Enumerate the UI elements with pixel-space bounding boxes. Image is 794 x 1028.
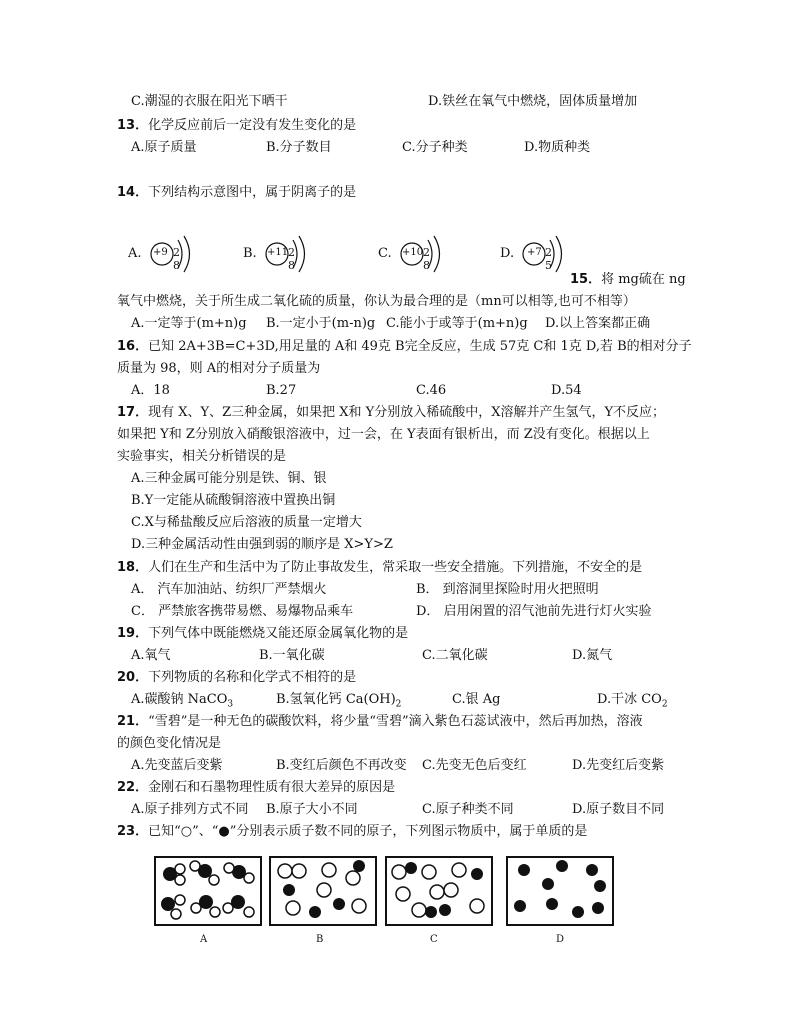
question-number: 23． [117, 824, 149, 839]
q21-option-a: A.先变蓝后变紫 [131, 758, 223, 773]
q13-option-c: C.分子种类 [402, 140, 468, 155]
question-number: 15． [570, 272, 602, 287]
q20-option-d: D.干冰 $CO_2$ [597, 692, 668, 710]
electron-shells: 2 8 [423, 246, 429, 272]
q18-option-b: B． 到溶洞里探险时用火把照明 [416, 582, 599, 597]
q12-option-c: C.潮湿的衣服在阳光下晒干 [131, 94, 288, 109]
q12-option-d: D.铁丝在氧气中燃烧，固体质量增加 [428, 94, 638, 109]
particle-box-c [385, 856, 493, 926]
q22-option-b: B.原子大小不同 [266, 802, 358, 817]
q17-option-c: C.X与稀盐酸反应后溶液的质量一定增大 [131, 515, 362, 530]
q21-stem-line2: 的颜色变化情况是 [117, 736, 222, 751]
q21-option-d: D.先变红后变紫 [572, 758, 665, 773]
q16-option-b: B.27 [266, 383, 297, 398]
q15-stem [570, 272, 686, 288]
question-text: 人们在生产和生活中为了防止事故发生，常采取一些安全措施。下列措施，不安全的是 [148, 560, 643, 575]
q14-stem [117, 185, 356, 201]
question-text: 现有 X、Y、Z三种金属，如果把 X和 Y分别放入稀硫酸中，X溶解并产生氢气，Y不反应； [148, 405, 666, 420]
q22-option-c: C.原子种类不同 [422, 802, 514, 817]
q20-stem [117, 670, 356, 686]
q17-option-a: A.三种金属可能分别是铁、铜、银 [131, 471, 327, 486]
nucleus-charge: +7 [527, 247, 542, 258]
q19-stem [117, 626, 408, 642]
question-text: 下列气体中既能燃烧又能还原金属氧化物的是 [148, 626, 409, 641]
figure-label-b: B [316, 934, 324, 945]
q21-stem [117, 714, 643, 730]
q13-option-a: A.原子质量 [131, 140, 197, 155]
question-number: 14． [117, 185, 149, 200]
question-text: 已知“○”、“●”分别表示质子数不同的原子，下列图示物质中，属于单质的是 [148, 824, 588, 839]
q16-stem-line2: 质量为 98，则 A的相对分子质量为 [117, 361, 321, 376]
question-text: 化学反应前后一定没有发生变化的是 [148, 118, 357, 133]
q15-option-c: C.能小于或等于(m+n)g [386, 316, 528, 331]
particle-box-d [506, 856, 614, 926]
diagram-label: C. [378, 246, 392, 261]
nucleus-charge: +9 [153, 247, 168, 258]
q13-option-b: B.分子数目 [266, 140, 332, 155]
q21-option-c: C.先变无色后变红 [422, 758, 527, 773]
nucleus-charge: +11 [267, 247, 289, 258]
question-number: 13． [117, 118, 149, 133]
diagram-label: B. [243, 246, 257, 261]
q19-option-d: D.氮气 [572, 648, 613, 663]
q15-stem-line2: 氧气中燃烧，关于所生成二氧化硫的质量，你认为最合理的是（mn可以相等,也可不相等） [117, 294, 636, 309]
q19-option-b: B.一氧化碳 [259, 648, 325, 663]
q17-stem [117, 405, 665, 421]
question-number: 19． [117, 626, 149, 641]
q13-option-d: D.物质种类 [524, 140, 591, 155]
q16-option-a: A．18 [131, 383, 170, 398]
diagram-label: D. [500, 246, 515, 261]
q16-option-d: D.54 [551, 383, 582, 398]
q18-stem [117, 560, 642, 576]
particle-box-a [154, 856, 262, 926]
figure-label-a: A [200, 934, 208, 945]
electron-shells: 2 8 [288, 246, 294, 272]
q22-option-a: A.原子排列方式不同 [131, 802, 249, 817]
question-number: 20． [117, 670, 149, 685]
q17-option-b: B.Y一定能从硫酸铜溶液中置换出铜 [131, 493, 336, 508]
q16-stem [117, 339, 692, 355]
question-number: 21． [117, 714, 149, 729]
figure-label-c: C [430, 934, 438, 945]
question-number: 22． [117, 780, 149, 795]
question-text: 下列物质的名称和化学式不相符的是 [148, 670, 357, 685]
question-text: 金刚石和石墨物理性质有很大差异的原因是 [148, 780, 396, 795]
q22-stem [117, 780, 395, 796]
q15-option-b: B.一定小于(m-n)g [266, 316, 376, 331]
q22-option-d: D.原子数目不同 [572, 802, 665, 817]
q20-option-c: C.银 Ag [452, 692, 501, 707]
q20-option-b: B.氢氧化钙 $Ca(OH)_2$ [276, 692, 402, 710]
q15-option-d: D.以上答案都正确 [545, 316, 651, 331]
question-text: 下列结构示意图中，属于阴离子的是 [148, 185, 357, 200]
q19-option-c: C.二氧化碳 [422, 648, 488, 663]
q20-option-a: A.碳酸钠 NaCO$_3$ [131, 692, 234, 710]
question-text: “雪碧”是一种无色的碳酸饮料，将少量“雪碧”滴入紫色石蕊试液中，然后再加热，溶液 [148, 714, 643, 729]
q17-option-d: D.三种金属活动性由强到弱的顺序是 X>Y>Z [131, 537, 393, 552]
question-text: 已知 2A+3B=C+3D,用足量的 A和 49克 B完全反应，生成 57克 C和 1克 D,若 B的相对分子 [148, 339, 692, 354]
q16-option-c: C.46 [416, 383, 447, 398]
figure-label-d: D [556, 934, 565, 945]
electron-shells: 2 8 [173, 246, 179, 272]
particle-box-b [269, 856, 377, 926]
q17-stem-line3: 实验事实，相关分析错误的是 [117, 449, 287, 464]
q13-stem [117, 118, 356, 134]
q15-option-a: A.一定等于(m+n)g [131, 316, 247, 331]
question-number: 17． [117, 405, 149, 420]
q18-option-c: C． 严禁旅客携带易燃、易爆物品乘车 [131, 604, 354, 619]
question-number: 18． [117, 560, 149, 575]
nucleus-charge: +10 [402, 247, 424, 258]
electron-shells: 2 5 [545, 246, 551, 272]
q18-option-a: A． 汽车加油站、纺织厂严禁烟火 [131, 582, 327, 597]
q21-option-b: B.变红后颜色不再改变 [276, 758, 407, 773]
question-text: 将 mg硫在 ng [601, 272, 686, 287]
q18-option-d: D． 启用闲置的沼气池前先进行灯火实验 [416, 604, 652, 619]
q23-stem [117, 824, 587, 840]
question-number: 16． [117, 339, 149, 354]
q19-option-a: A.氧气 [131, 648, 171, 663]
diagram-label: A. [128, 246, 142, 261]
q17-stem-line2: 如果把 Y和 Z分别放入硝酸银溶液中，过一会，在 Y表面有银析出，而 Z没有变化。根据以上 [117, 427, 650, 442]
